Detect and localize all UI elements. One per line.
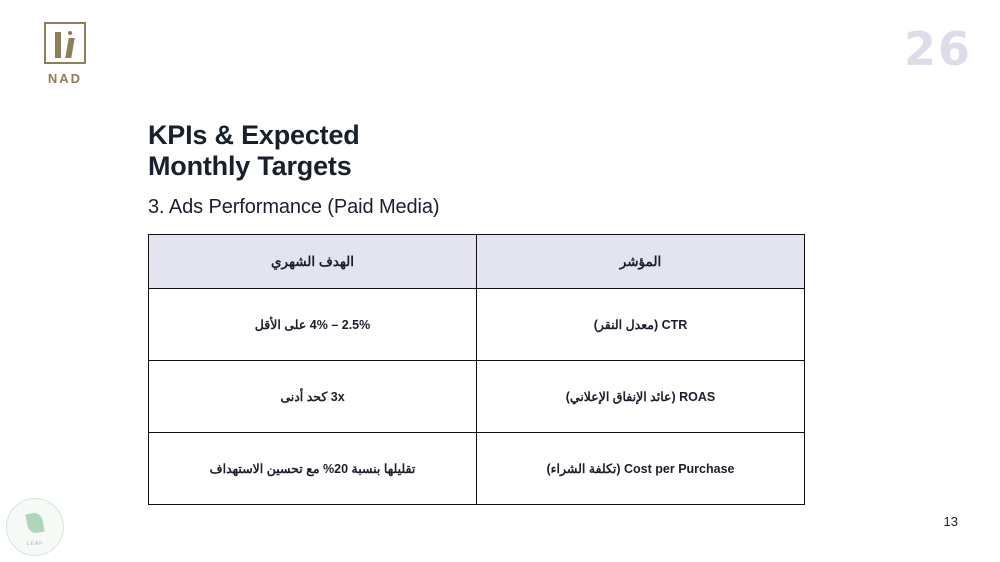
cell-indicator: ROAS (عائد الإنفاق الإعلاني) [477, 361, 805, 433]
table-body [149, 289, 805, 505]
brand-logo [30, 22, 100, 86]
page-title-line-2: Monthly Targets [148, 151, 352, 181]
watermark-badge [6, 498, 64, 556]
page-subtitle: 3. Ads Performance (Paid Media) [148, 196, 440, 218]
leaf-icon [25, 512, 44, 534]
table-header-row [149, 235, 805, 289]
brand-logo-text: NAD [47, 71, 83, 86]
cell-target: 3x كحد أدنى [149, 361, 477, 433]
table-header [149, 235, 805, 289]
nad-monogram-icon [44, 22, 86, 64]
table-row [149, 289, 805, 361]
decorative-number: 26 [903, 22, 972, 76]
cell-indicator: CTR (معدل النقر) [477, 289, 805, 361]
kpi-table [148, 234, 805, 505]
table-row [149, 361, 805, 433]
cell-indicator: Cost per Purchase (تكلفة الشراء) [477, 433, 805, 505]
column-header-target: الهدف الشهري [149, 235, 477, 289]
page-number: 13 [943, 514, 958, 529]
cell-target: تقليلها بنسبة 20% مع تحسين الاستهداف [149, 433, 477, 505]
table-row [149, 433, 805, 505]
cell-target: 2.5% – 4% على الأقل [149, 289, 477, 361]
page-title [148, 120, 360, 182]
column-header-indicator: المؤشر [477, 235, 805, 289]
watermark-label: LEAF [26, 541, 44, 547]
page-title-line-1: KPIs & Expected [148, 120, 360, 150]
